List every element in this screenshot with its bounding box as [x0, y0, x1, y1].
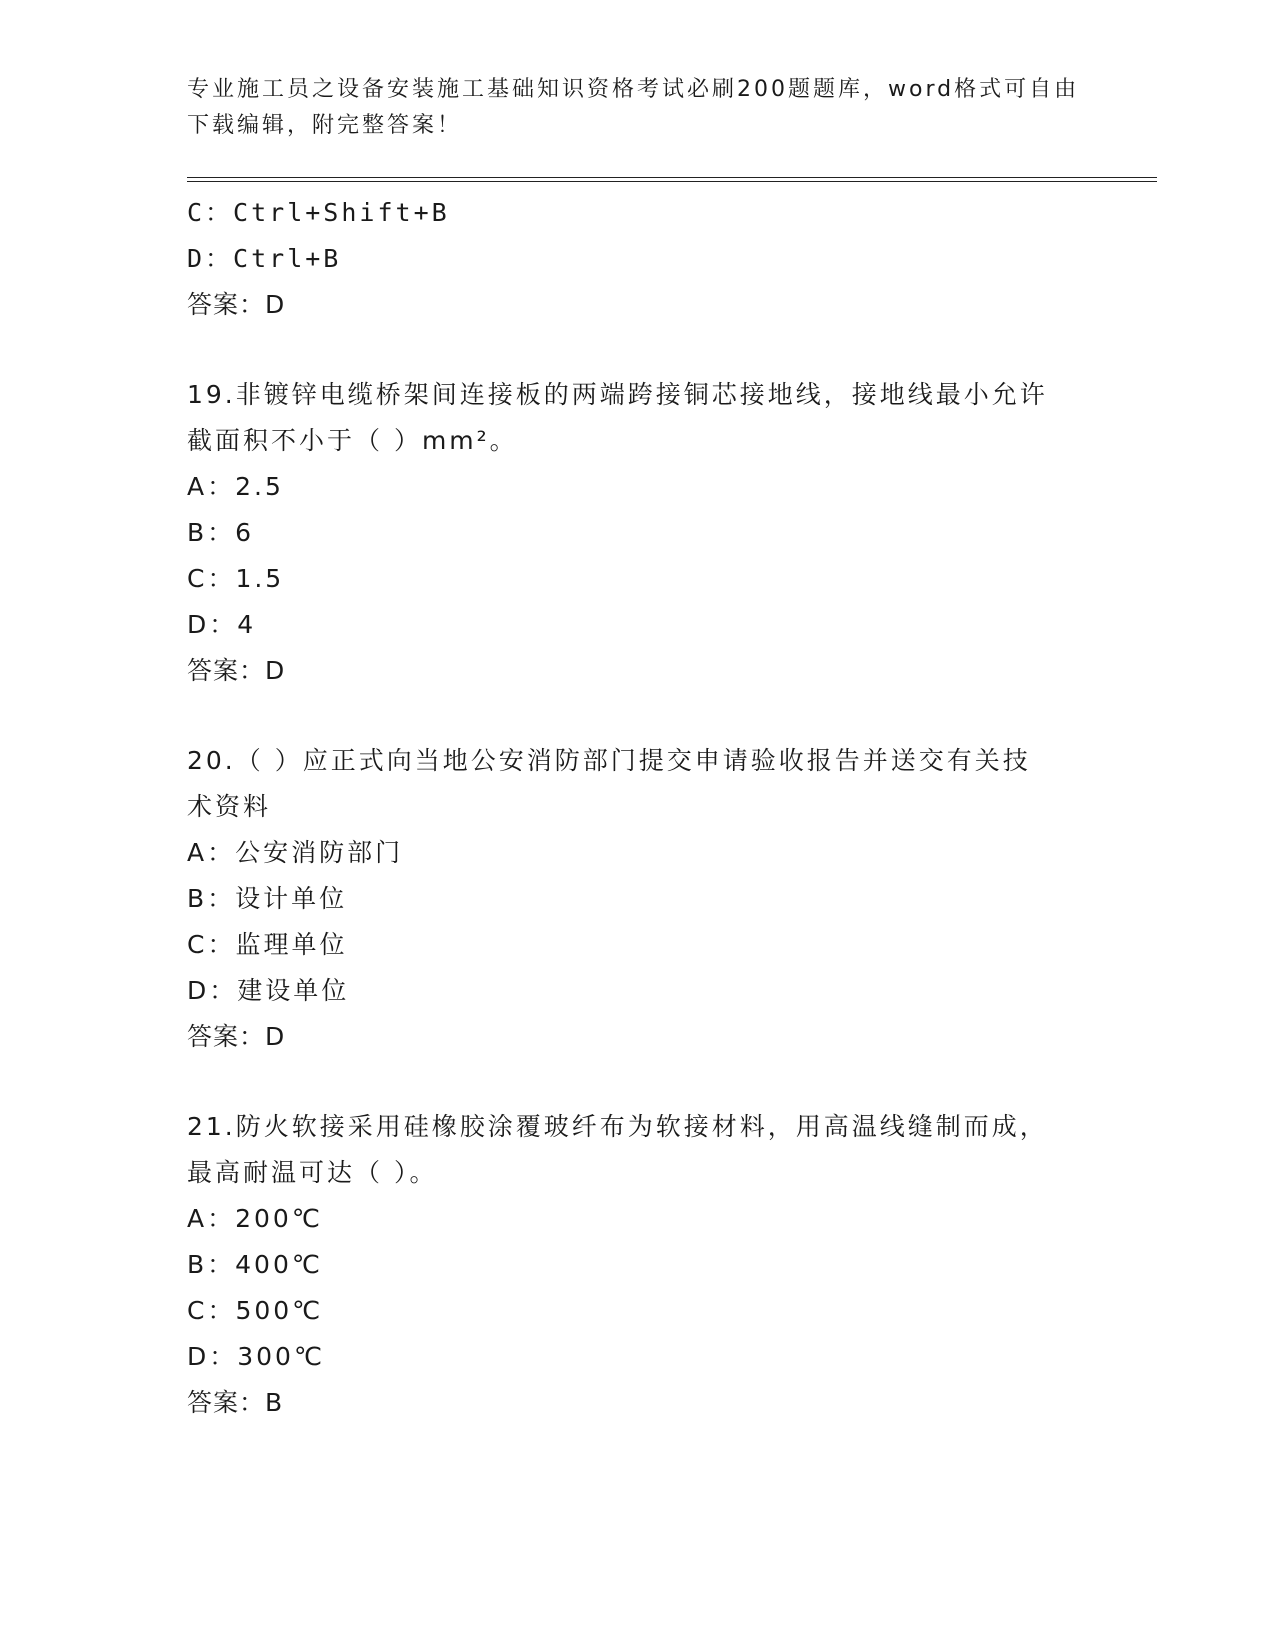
- spacer: [187, 1060, 1087, 1104]
- question-21: [187, 1104, 1087, 1426]
- question-text-line-2: 术资料: [187, 792, 272, 821]
- question-20: [187, 738, 1087, 1060]
- prev-question-block: [187, 190, 1087, 328]
- option-a: A：200℃: [187, 1204, 323, 1233]
- option-c: C：1.5: [187, 564, 285, 593]
- option-d: D：300℃: [187, 1342, 326, 1371]
- question-text-line-1: 19.非镀锌电缆桥架间连接板的两端跨接铜芯接地线，接地线最小允许: [187, 380, 1048, 409]
- question-19: [187, 372, 1087, 694]
- spacer: [187, 328, 1087, 372]
- option-d: D：Ctrl+B: [187, 244, 342, 273]
- option-b: B：6: [187, 518, 255, 547]
- option-b: B：400℃: [187, 1250, 323, 1279]
- option-c: C：监理单位: [187, 930, 348, 959]
- option-d: D：4: [187, 610, 257, 639]
- spacer: [187, 694, 1087, 738]
- header-line-1: 专业施工员之设备安装施工基础知识资格考试必刷200题题库，word格式可自由: [187, 77, 1080, 102]
- answer-line: 答案：D: [187, 290, 286, 319]
- question-text-line-1: 20.（ ）应正式向当地公安消防部门提交申请验收报告并送交有关技: [187, 746, 1031, 775]
- option-a: A：公安消防部门: [187, 838, 404, 867]
- answer-line: 答案：B: [187, 1388, 284, 1417]
- header-line-2: 下载编辑，附完整答案！: [187, 113, 463, 138]
- option-b: B：设计单位: [187, 884, 348, 913]
- option-c: C：Ctrl+Shift+B: [187, 198, 450, 227]
- question-text-line-2: 最高耐温可达（ ）。: [187, 1158, 438, 1187]
- header-double-rule: [187, 177, 1157, 182]
- option-a: A：2.5: [187, 472, 284, 501]
- document-body: [187, 190, 1087, 1426]
- question-text-line-1: 21.防火软接采用硅橡胶涂覆玻纤布为软接材料，用高温线缝制而成，: [187, 1112, 1048, 1141]
- option-d: D：建设单位: [187, 976, 350, 1005]
- answer-line: 答案：D: [187, 1022, 286, 1051]
- question-text-line-2: 截面积不小于（ ）mm²。: [187, 426, 518, 455]
- answer-line: 答案：D: [187, 656, 286, 685]
- option-c: C：500℃: [187, 1296, 324, 1325]
- page-header: [187, 72, 1087, 144]
